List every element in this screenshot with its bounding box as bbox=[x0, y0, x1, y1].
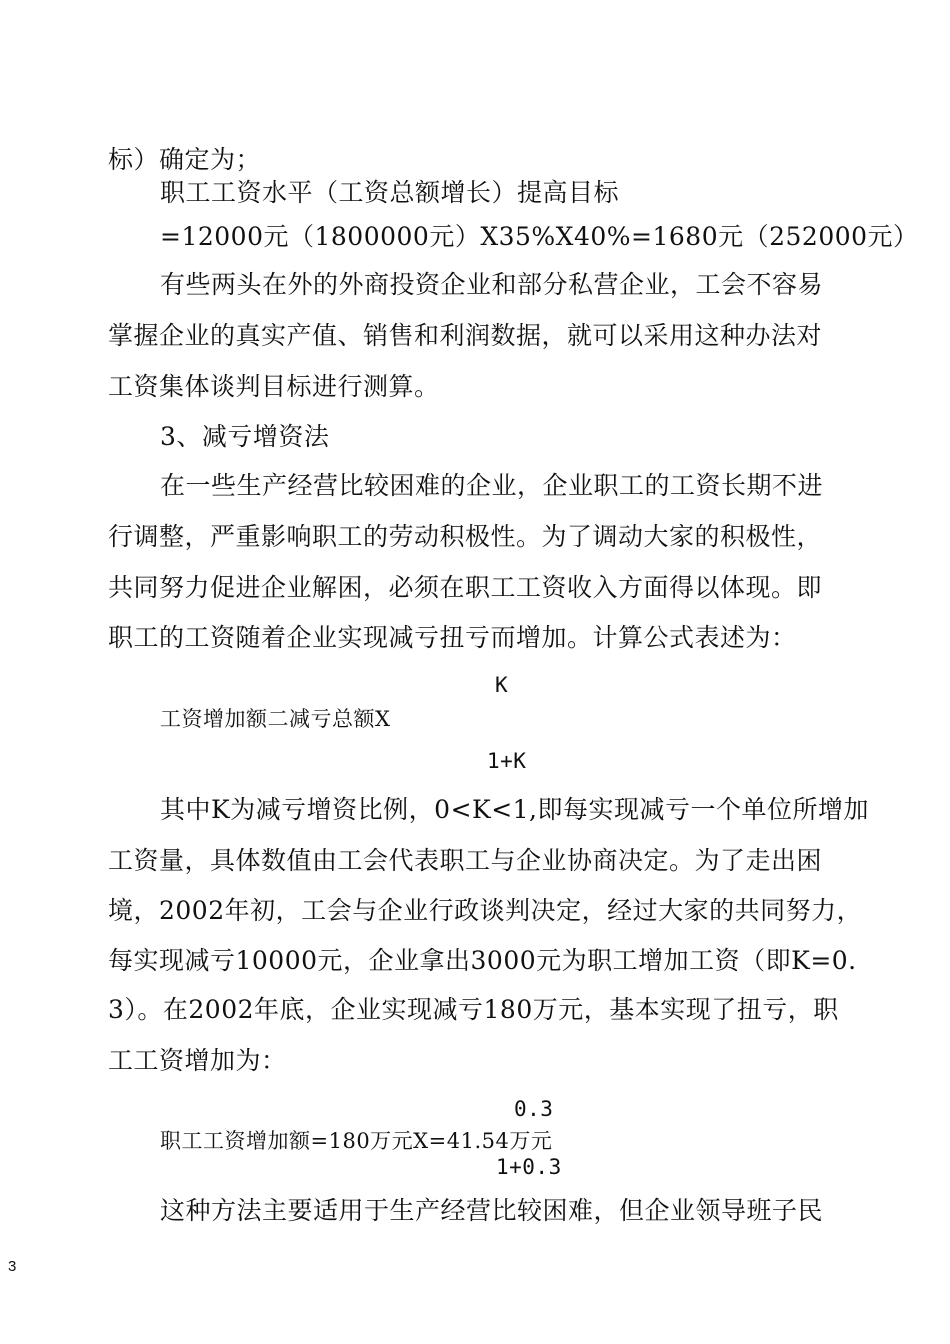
paragraph-line: 掌握企业的真实产值、销售和利润数据，就可以采用这种办法对 bbox=[108, 321, 823, 350]
paragraph-line: 在一些生产经营比较困难的企业，企业职工的工资长期不进 bbox=[160, 471, 824, 500]
paragraph-line: 工资量，具体数值由工会代表职工与企业协商决定。为了走出困 bbox=[108, 846, 823, 875]
section-heading: 3、减亏增资法 bbox=[160, 422, 330, 451]
text-line: 标）确定为； bbox=[108, 145, 262, 174]
paragraph-line: 每实现减亏10000元，企业拿出3000元为职工增加工资（即K=0. bbox=[108, 946, 857, 975]
formula-line: 工资增加额二减亏总额X bbox=[160, 707, 391, 731]
paragraph-line: 其中K为减亏增资比例，0<K<1,即每实现减亏一个单位所增加 bbox=[160, 795, 870, 824]
paragraph-line: 有些两头在外的外商投资企业和部分私营企业，工会不容易 bbox=[160, 270, 824, 299]
paragraph-line: 境，2002年初，工会与企业行政谈判决定，经过大家的共同努力， bbox=[108, 896, 863, 925]
formula-numerator: 0.3 bbox=[514, 1097, 554, 1121]
formula-denominator: 1+K bbox=[487, 749, 527, 773]
formula-denominator: 1+0.3 bbox=[496, 1155, 562, 1179]
paragraph-line: 行调整，严重影响职工的劳动积极性。为了调动大家的积极性， bbox=[108, 522, 823, 551]
paragraph-line: 工资集体谈判目标进行测算。 bbox=[108, 372, 440, 401]
paragraph-line: 3）。在2002年底，企业实现减亏180万元，基本实现了扭亏，职 bbox=[108, 995, 839, 1024]
paragraph-line: 共同努力促进企业解困，必须在职工工资收入方面得以体现。即 bbox=[108, 573, 823, 602]
paragraph-line: 工工资增加为： bbox=[108, 1046, 287, 1075]
formula-line: 职工工资增加额=180万元X=41.54万元 bbox=[160, 1129, 553, 1153]
formula-numerator: K bbox=[495, 673, 509, 697]
paragraph-line: 这种方法主要适用于生产经营比较困难，但企业领导班子民 bbox=[160, 1196, 824, 1225]
paragraph-line: 职工的工资随着企业实现减亏扭亏而增加。计算公式表述为： bbox=[108, 623, 797, 652]
text-line: 职工工资水平（工资总额增长）提高目标 bbox=[160, 178, 620, 207]
page-number: 3 bbox=[8, 1258, 17, 1275]
formula-line: =12000元（1800000元）X35%X40%=1680元（252000元） bbox=[160, 222, 919, 251]
